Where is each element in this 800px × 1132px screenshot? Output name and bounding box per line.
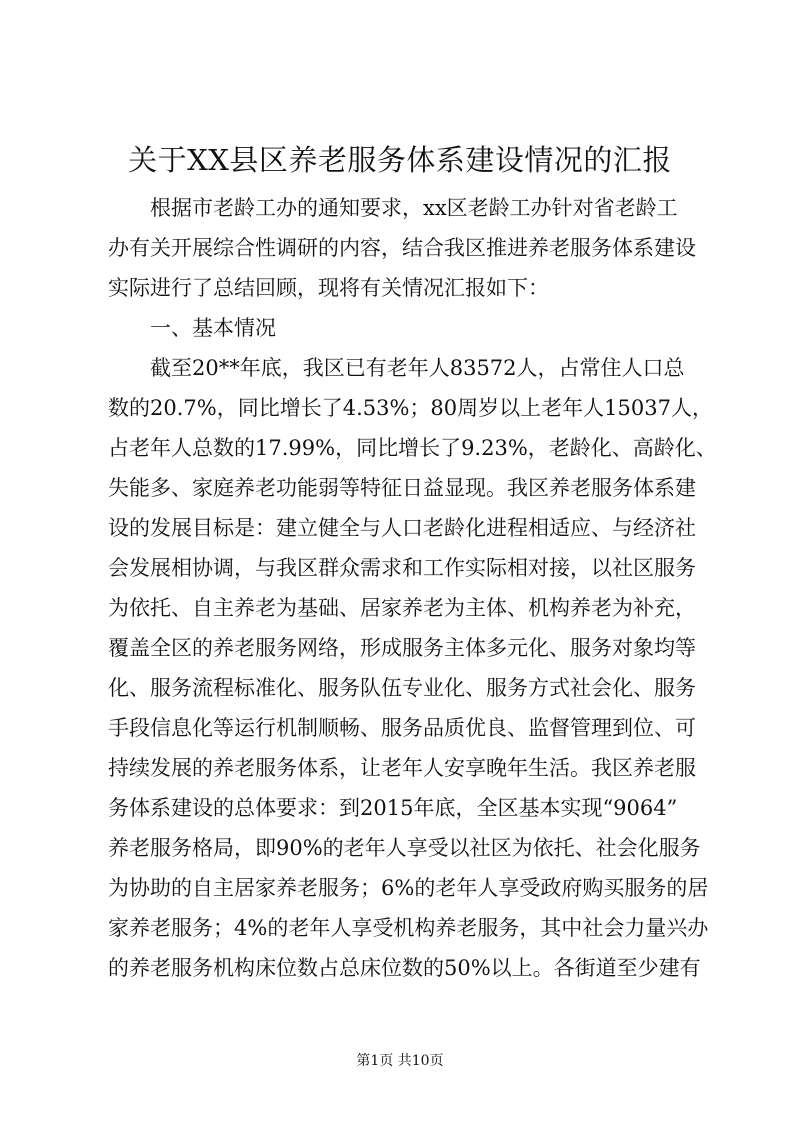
paragraph-line: 办有关开展综合性调研的内容，结合我区推进养老服务体系建设 [108,236,696,260]
paragraph-line: 持续发展的养老服务体系，让老年人安享晚年生活。我区养老服 [108,756,696,780]
paragraph-line: 务体系建设的总体要求：到2015年底，全区基本实现“9064” [108,796,678,820]
paragraph-line: 数的20.7%，同比增长了4.53%；80周岁以上老年人15037人， [108,396,713,420]
paragraph-line: 的养老服务机构床位数占总床位数的50%以上。各街道至少建有 [108,956,701,980]
page-number-footer: 第1页 共10页 [356,1053,444,1069]
paragraph-line: 根据市老龄工办的通知要求，xx区老龄工办针对省老龄工 [150,196,678,220]
paragraph-line: 失能多、家庭养老功能弱等特征日益显现。我区养老服务体系建 [108,476,696,500]
paragraph-line: 设的发展目标是：建立健全与人口老龄化进程相适应、与经济社 [108,516,696,540]
paragraph-line: 截至20**年底，我区已有老年人83572人，占常住人口总 [150,356,685,380]
paragraph-line: 为依托、自主养老为基础、居家养老为主体、机构养老为补充， [108,596,696,620]
paragraph-line: 覆盖全区的养老服务网络，形成服务主体多元化、服务对象均等 [108,636,696,660]
paragraph-line: 占老年人总数的17.99%，同比增长了9.23%，老龄化、高龄化、 [108,436,717,460]
document-title: 关于XX县区养老服务体系建设情况的汇报 [128,143,672,177]
paragraph-line: 为协助的自主居家养老服务；6%的老年人享受政府购买服务的居 [108,876,709,900]
paragraph-line: 养老服务格局，即90%的老年人享受以社区为依托、社会化服务 [108,836,701,860]
paragraph-line: 手段信息化等运行机制顺畅、服务品质优良、监督管理到位、可 [108,716,696,740]
paragraph-line: 实际进行了总结回顾，现将有关情况汇报如下： [108,276,549,300]
paragraph-line: 家养老服务；4%的老年人享受机构养老服务，其中社会力量兴办 [108,916,709,940]
paragraph-line: 会发展相协调，与我区群众需求和工作实际相对接，以社区服务 [108,556,696,580]
section-heading: 一、基本情况 [150,316,276,340]
paragraph-line: 化、服务流程标准化、服务队伍专业化、服务方式社会化、服务 [108,676,696,700]
